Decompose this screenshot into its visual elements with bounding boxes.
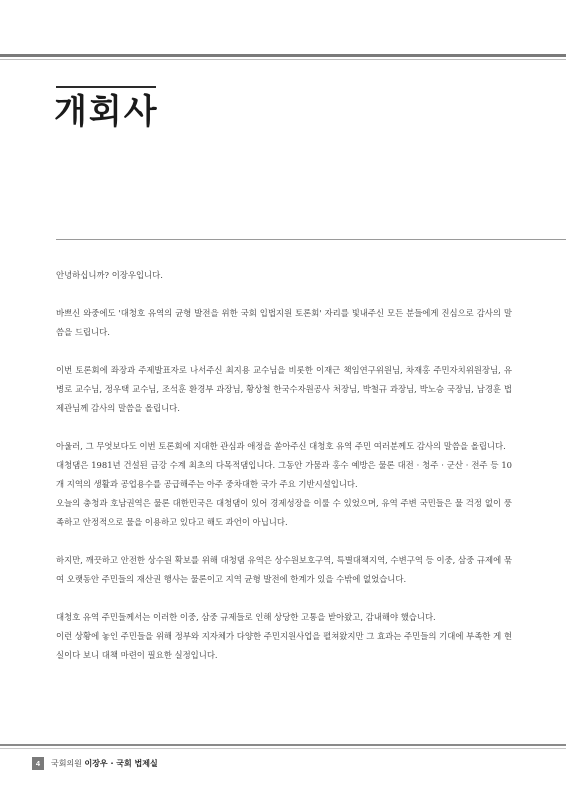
paragraph: 아울러, 그 무엇보다도 이번 토론회에 지대한 관심과 애정을 쏟아주신 대청호 유역 주민 여러분께도 감사의 말씀을 올립니다. <box>56 441 506 451</box>
paragraph: 하지만, 깨끗하고 안전한 상수원 확보를 위해 대청댐 유역은 상수원보호구역, 특별대책지역, 수변구역 등 이중, 삼중 규제에 묶여 오랫동안 주민들의 재산권 행사는 물론이고 지역 균형 발전에 한계가 있을 수밖에 없었습니다. <box>56 555 512 584</box>
paragraph: 안녕하십니까? 이장우입니다. <box>56 270 163 280</box>
paragraph: 이런 상황에 놓인 주민들을 위해 정부와 지자체가 다양한 주민지원사업을 펼쳐왔지만 그 효과는 주민들의 기대에 부족한 게 현실이다 보니 대책 마련이 필요한 실정입니다. <box>56 631 512 660</box>
footer-divider-thin <box>0 748 566 749</box>
paragraph-gap <box>56 418 512 437</box>
footer-credit <box>51 757 158 770</box>
top-divider-thin <box>0 59 566 60</box>
section-divider <box>56 239 566 240</box>
paragraph-gap <box>56 285 512 304</box>
page-title: 개회사 <box>54 92 159 132</box>
page-number-badge: 4 <box>32 757 44 770</box>
top-divider <box>0 54 566 57</box>
paragraph: 이번 토론회에 좌장과 주제발표자로 나서주신 최지용 교수님을 비롯한 이재근 책임연구위원님, 차재홍 주민자치위원장님, 유병로 교수님, 정우택 교수님, 조석훈 환경부 과장님, 황상철 한국수자원공사 처장님, 박철규 과장님, 박노승 국장님, 남경훈 법제관님께 감사의 말씀을 올립니다. <box>56 365 512 413</box>
paragraph: 대청호 유역 주민들께서는 이러한 이중, 삼중 규제들로 인해 상당한 고통을 받아왔고, 감내해야 했습니다. <box>56 612 436 622</box>
footer-prefix: 국회의원 <box>51 759 82 768</box>
footer-divider <box>0 744 566 746</box>
paragraph-gap <box>56 342 512 361</box>
paragraph-gap <box>56 589 512 608</box>
paragraph: 오늘의 충청과 호남권역은 물론 대한민국은 대청댐이 있어 경제성장을 이룰 수 있었으며, 유역 주변 국민들은 물 걱정 없이 풍족하고 안정적으로 물을 이용하고 있다고 해도 과언이 아닙니다. <box>56 498 512 527</box>
paragraph: 대청댐은 1981년 건설된 금강 수계 최초의 다목적댐입니다. 그동안 가뭄과 홍수 예방은 물론 대전 · 청주 · 군산 · 전주 등 10개 지역의 생활과 공업용수를 공급해주는 아주 중차대한 국가 주요 기반시설입니다. <box>56 460 512 489</box>
paragraph-gap <box>56 532 512 551</box>
speech-body <box>56 266 512 665</box>
footer-name: 이장우 · 국회 법제실 <box>84 759 158 768</box>
title-accent-rule <box>56 86 156 88</box>
paragraph: 바쁘신 와중에도 '대청호 유역의 균형 발전을 위한 국회 입법지원 토론회' 자리를 빛내주신 모든 분들에게 진심으로 감사의 말씀을 드립니다. <box>56 308 512 337</box>
